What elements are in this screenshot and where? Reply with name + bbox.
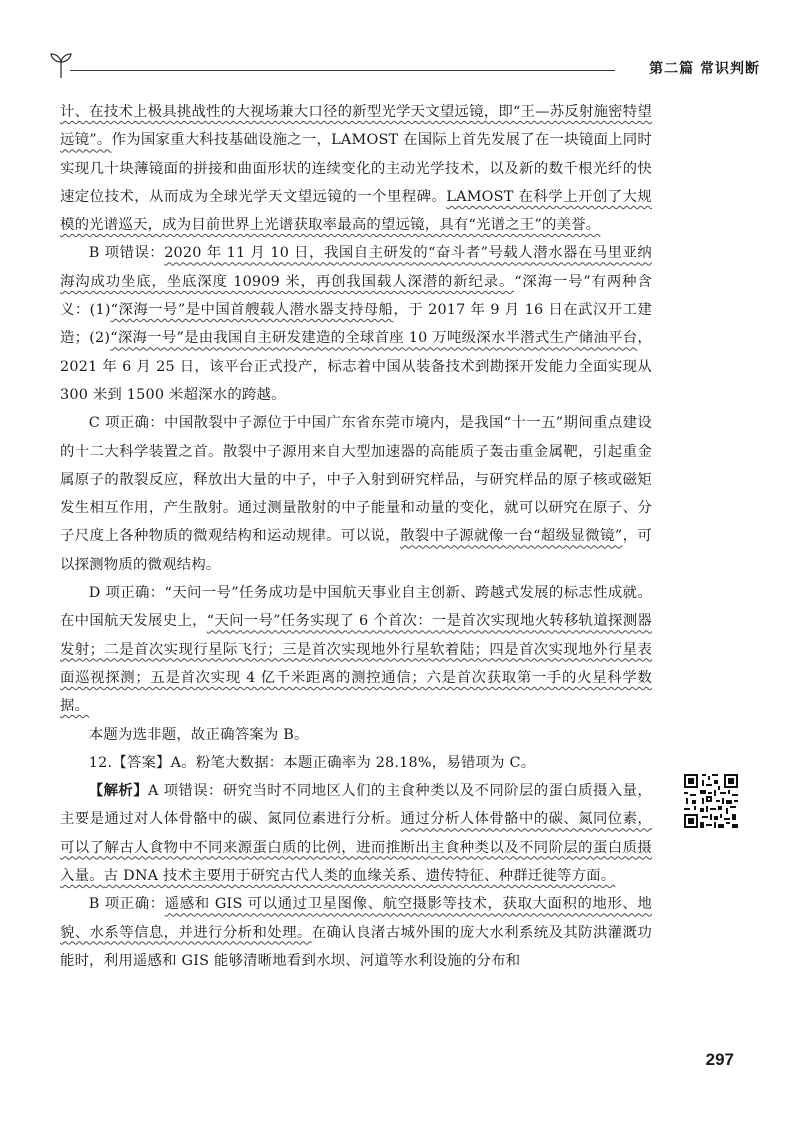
text-run: 12.【答案】A。粉笔大数据：本题正确率为 28.18%，易错项为 C。: [88, 754, 536, 771]
answer-explanation-body: [60, 98, 652, 975]
header-rule: [70, 70, 615, 71]
underlined-text: 遥感和 GIS 可以通过卫星图像、航空摄影等技术，获取大面积的地形、地貌、水系等信息，并进行分析和处理。: [60, 896, 652, 941]
paragraph-analysis-a: [60, 777, 652, 890]
underlined-text: 古 DNA 技术主要用于研究古代人类的血缘关系、遗传特征、种群迁徙等方面。: [103, 868, 616, 885]
sprout-icon: [48, 50, 74, 80]
underlined-text: “深海一号”是中国首艘载人潜水器支持母船: [110, 302, 394, 319]
underlined-text: 通过分析人体骨骼中的碳、氮同位素，可以了解古人食物中不同来源蛋白质的比例，进而推断出主食种类以及不同阶层的蛋白质摄入量。: [60, 811, 653, 885]
paragraph-conclusion: [60, 721, 652, 749]
text-run: ，可以探测物质的微观结构。: [60, 528, 652, 573]
underlined-text: 2020 年 11 月 10 日，我国自主研发的“奋斗者”号载人潜水器在马里亚纳海沟成功坐底，坐底深度 10909 米，再创我国载人深潜的新纪录。: [60, 245, 652, 290]
paragraph-option-d: [60, 579, 652, 720]
underlined-text: “深海一号”是由我国自主研发建造的全球首座 10 万吨级深水半潜式生产储油平台: [110, 330, 638, 347]
text-run: B 项错误：: [88, 245, 165, 262]
paragraph-lamost: [60, 98, 652, 239]
text-run: C 项正确：中国散裂中子源位于中国广东省东莞市境内，是我国“十一五”期间重点建设的十二大科学装置之首。散裂中子源用来自大型加速器的高能质子轰击重金属靶，引起重金属原子的散裂反应，释放出大量的中子，中子入射到研究样品，与研究样品的原子核或磁矩发生相互作用，产生散射。通过测量散射的中子能量和动量的变化，就可以研究在原子、分子尺度上各种物质的微观结构和运动规律。可以说，: [60, 415, 652, 545]
text-run: ，2021 年 6 月 25 日，该平台正式投产，标志着中国从装备技术到勘探开发能力全面实现从 300 米到 1500 米超深水的跨越。: [60, 330, 652, 403]
paragraph-answer-12: [60, 749, 652, 777]
paragraph-analysis-b: [60, 890, 652, 975]
text-run: D 项正确：“天问一号”任务成功是中国航天事业自主创新、跨越式发展的标志性成就。在中国航天发展史上，: [60, 585, 652, 630]
paragraph-option-c: [60, 409, 652, 579]
text-run: A 项错误：研究当时不同地区人们的主食种类以及不同阶层的蛋白质摄入量，主要是通过对人体骨骼中的碳、氮同位素进行分析。: [60, 783, 652, 828]
text-run: ，于 2017 年 9 月 16 日在武汉开工建造；(2): [60, 302, 652, 347]
underlined-text: 散裂中子源就像一台“超级显微镜”: [400, 528, 623, 545]
underlined-text: “天问一号”任务实现了 6 个首次：一是首次实现地火转移轨道探测器发射；二是首次实现行星际飞行；三是首次实现地外行星软着陆；四是首次实现地外行星表面巡视探测；五是首次实现 4 亿千米距离的测控通信；六是首次获取第一手的火星科学数据。: [60, 613, 652, 715]
underlined-text: 计、在技术上极具挑战性的大视场兼大口径的新型光学天文望远镜，即“王—苏反射施密特望远镜”。: [60, 104, 652, 149]
text-run: 在确认良渚古城外围的庞大水利系统及其防洪灌溉功能时，利用遥感和 GIS 能够清晰地看到水坝、河道等水利设施的分布和: [60, 924, 652, 969]
text-run: B 项正确：: [88, 896, 165, 913]
underlined-text: LAMOST 在科学上开创了大规模的光谱巡天，成为目前世界上光谱获取率最高的望远镜，具有“光谱之王”的美誉。: [60, 188, 653, 234]
page-number: 297: [705, 1050, 734, 1069]
text-run: “深海一号”有两种含义：(1): [60, 273, 652, 319]
page-header: [48, 40, 760, 90]
text-run: 作为国家重大科技基础设施之一，LAMOST 在国际上首先发展了在一块镜面上同时实现几十块薄镜面的拼接和曲面形状的连续变化的主动光学技术，以及新的数千根光纤的快速定位技术，从而成为全球光学天文望远镜的一个里程碑。: [60, 132, 652, 205]
qr-code-icon[interactable]: [682, 772, 740, 830]
paragraph-option-b: [60, 239, 652, 409]
bracket-label: 【解析】: [88, 782, 149, 800]
text-run: 本题为选非题，故正确答案为 B。: [88, 726, 309, 743]
section-title: 第二篇 常识判断: [649, 61, 760, 77]
